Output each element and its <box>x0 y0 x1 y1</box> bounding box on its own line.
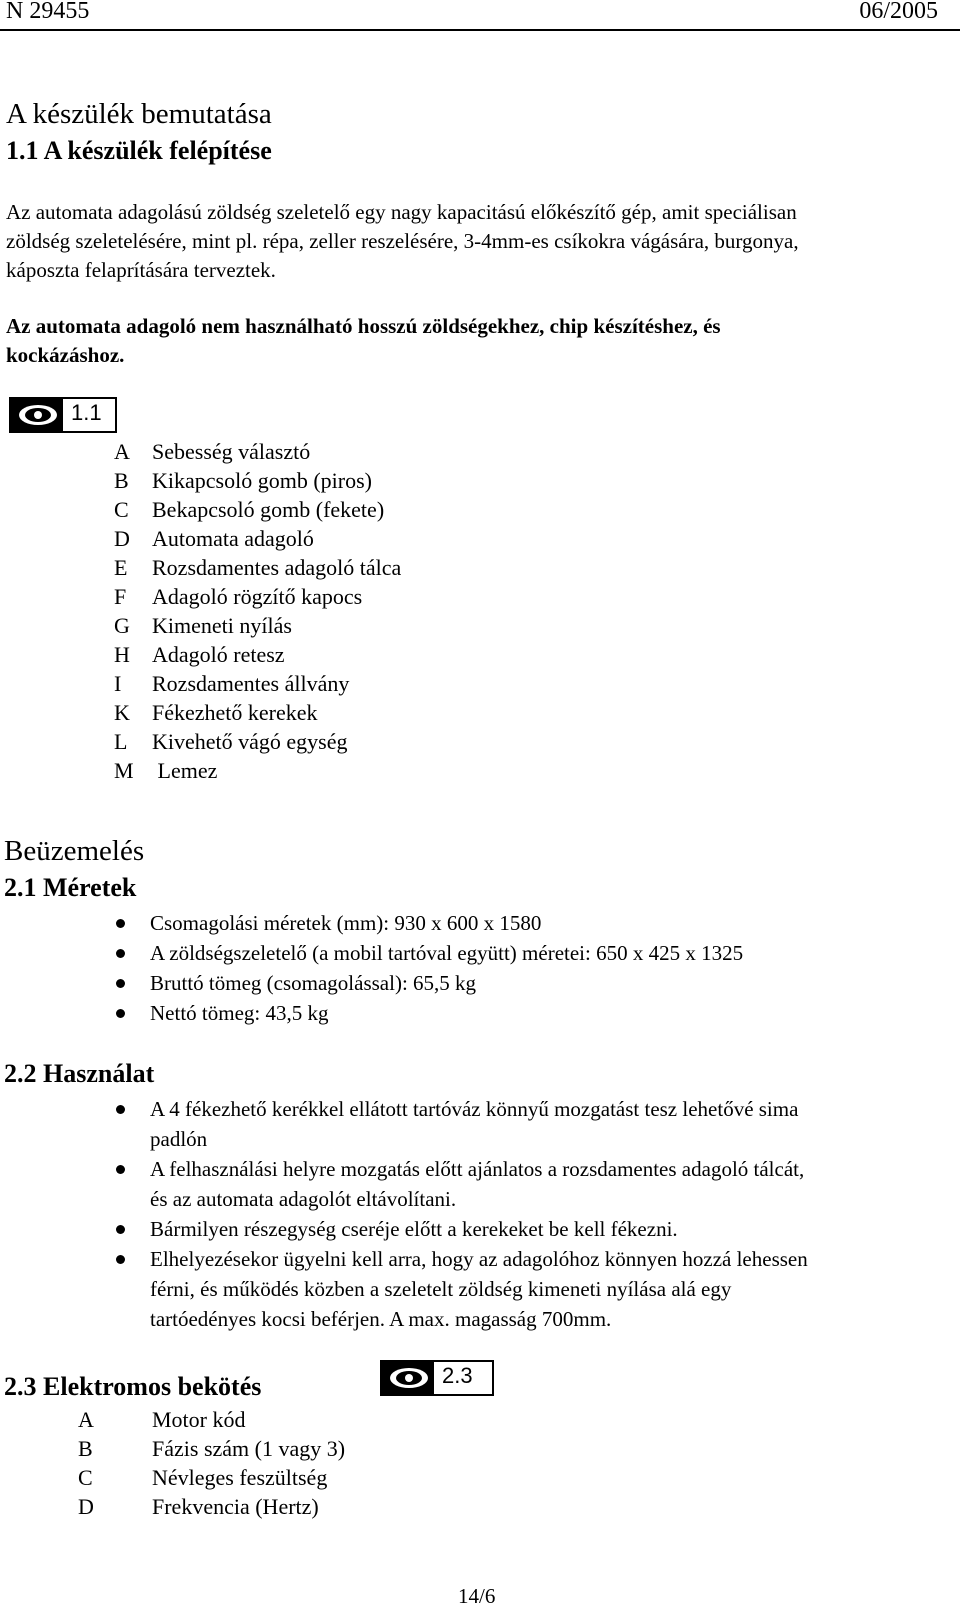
warning-line: kockázáshoz. <box>6 343 125 367</box>
list-item: H Adagoló retesz <box>114 642 285 667</box>
warning-paragraph <box>6 312 721 370</box>
list-item: D Frekvencia (Hertz) <box>78 1494 319 1519</box>
list-item: B Fázis szám (1 vagy 3) <box>78 1436 346 1461</box>
list-item: C Bekapcsoló gomb (fekete) <box>114 497 385 522</box>
list-item: A felhasználási helyre mozgatás előtt ajánlatos a rozsdamentes adagoló tálcát, és az automata adagolót eltávolítani. <box>114 1154 808 1214</box>
subsection-heading: 2.3 Elektromos bekötés <box>4 1372 262 1401</box>
section-heading: A készülék bemutatása <box>6 98 272 130</box>
eye-icon <box>17 403 59 427</box>
list-item: E Rozsdamentes adagoló tálca <box>114 555 402 580</box>
list-item: D Automata adagoló <box>114 526 314 551</box>
subsection-heading: 1.1 A készülék felépítése <box>6 136 272 165</box>
section-heading: Beüzemelés <box>4 835 145 867</box>
parts-list <box>114 437 401 785</box>
list-item: C Névleges feszültség <box>78 1465 328 1490</box>
list-item: A Motor kód <box>78 1407 246 1432</box>
intro-paragraph <box>6 198 799 285</box>
list-item: Bruttó tömeg (csomagolással): 65,5 kg <box>114 968 743 998</box>
usage-list <box>114 1094 808 1334</box>
document-id: N 29455 <box>6 0 90 24</box>
list-item: G Kimeneti nyílás <box>114 613 292 638</box>
list-item: B Kikapcsoló gomb (piros) <box>114 468 372 493</box>
figure-number: 1.1 <box>71 400 102 425</box>
warning-line: Az automata adagoló nem használható hosszú zöldségekhez, chip készítéshez, és <box>6 314 721 338</box>
electrical-list <box>78 1405 345 1521</box>
list-item: A zöldségszeletelő (a mobil tartóval együtt) méretei: 650 x 425 x 1325 <box>114 938 743 968</box>
list-item: A 4 fékezhető kerékkel ellátott tartóváz könnyű mozgatást tesz lehetővé sima padlón <box>114 1094 808 1154</box>
dimensions-list <box>114 908 743 1028</box>
list-item: L Kivehető vágó egység <box>114 729 348 754</box>
document-date: 06/2005 <box>859 0 938 24</box>
list-item: F Adagoló rögzítő kapocs <box>114 584 363 609</box>
list-item: A Sebesség választó <box>114 439 311 464</box>
subsection-heading: 2.2 Használat <box>4 1059 155 1088</box>
intro-line: káposzta felaprítására terveztek. <box>6 258 276 282</box>
list-item: K Fékezhető kerekek <box>114 700 318 725</box>
subsection-heading: 2.1 Méretek <box>4 873 137 902</box>
header-rule <box>0 29 960 31</box>
list-item: Csomagolási méretek (mm): 930 x 600 x 1580 <box>114 908 743 938</box>
list-item: I Rozsdamentes állvány <box>114 671 350 696</box>
page-number: 14/6 <box>458 1584 496 1608</box>
eye-icon <box>388 1366 430 1390</box>
intro-line: Az automata adagolású zöldség szeletelő egy nagy kapacitású előkészítő gép, amit speciálisan <box>6 200 797 224</box>
list-item: Elhelyezésekor ügyelni kell arra, hogy az adagolóhoz könnyen hozzá lehessen férni, és működés közben a szeletelt zöldség kimeneti nyílása alá egy tartóedényes kocsi beférjen. A max. magasság 700mm. <box>114 1244 808 1334</box>
figure-number: 2.3 <box>442 1363 473 1388</box>
list-item: M Lemez <box>114 758 218 783</box>
list-item: Nettó tömeg: 43,5 kg <box>114 998 743 1028</box>
intro-line: zöldség szeletelésére, mint pl. répa, zeller reszelésére, 3-4mm-es csíkokra vágására, burgonya, <box>6 229 799 253</box>
see-figure-icon <box>9 397 117 433</box>
see-figure-icon <box>380 1360 494 1396</box>
list-item: Bármilyen részegység cseréje előtt a kerekeket be kell fékezni. <box>114 1214 808 1244</box>
